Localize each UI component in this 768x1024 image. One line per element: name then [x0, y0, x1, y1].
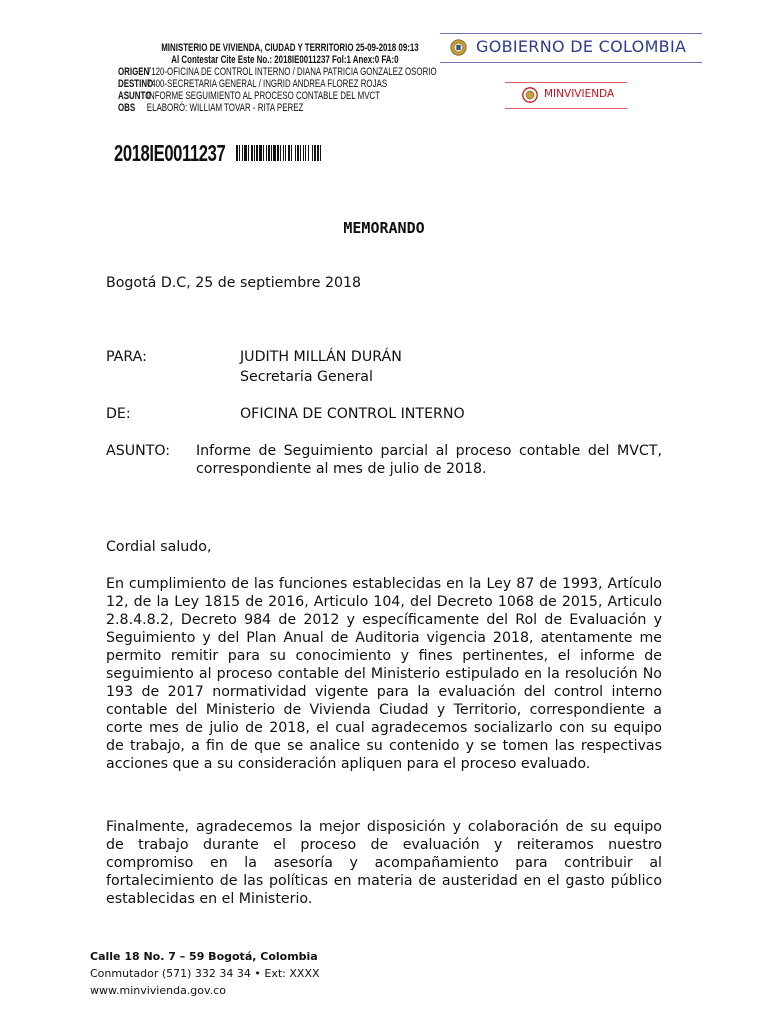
stamp-row-origen [118, 66, 437, 78]
memo-date: Bogotá D.C, 25 de septiembre 2018 [106, 275, 362, 291]
filing-stamp [118, 42, 437, 114]
body-paragraph-1: En cumplimiento de las funciones establecidas en la Ley 87 de 1993, Artículo 12, de la Ley 1815 de 2016, Articulo 104, del Decreto 1068 de 2015, Articulo 2.8.4.8.2, Decreto 984 de 2012 y específicamente del Rol de Evaluación y Seguimiento y del Plan Anual de Auditoria vigencia 2018, atentamente me permito remitir para su conocimiento y fines pertinentes, el informe de seguimiento al proceso contable del Ministerio estipulado en la resolución No 193 de 2017 normatividad vigente para la evaluación del control interno contable del Ministerio de Vivienda Ciudad y Territorio, correspondiente a corte mes de julio de 2018, el cual agradecemos socializarlo con su equipo de trabajo, a fin de que se analice su contenido y se tomen las respectivas acciones que a su consideración apliquen para el proceso evaluado. [106, 576, 662, 772]
stamp-value: 7120-OFICINA DE CONTROL INTERNO / DIANA PATRICIA GONZALEZ OSORIO [146, 66, 437, 78]
greeting: Cordial saludo, [106, 539, 212, 555]
stamp-key: ORIGEN [118, 66, 150, 78]
stamp-row-obs [118, 102, 334, 114]
stamp-key: OBS [118, 102, 136, 114]
minvivienda-logo [505, 82, 627, 109]
document-title: MEMORANDO [343, 219, 425, 237]
footer-phone: Conmutador (571) 332 34 34 • Ext: XXXX [90, 967, 320, 980]
stamp-header-line-1: MINISTERIO DE VIVIENDA, CIUDAD Y TERRITORIO 25-09-2018 09:13 [161, 42, 419, 54]
footer-website: www.minvivienda.gov.co [90, 984, 226, 997]
asunto-label: ASUNTO: [106, 443, 171, 459]
body-paragraph-2: Finalmente, agradecemos la mejor disposición y colaboración de su equipo de trabajo durante el proceso de evaluación y reiteramos nuestro compromiso en la asesoría y acompañamiento para contribuir al fortalecimiento de las políticas en materia de austeridad en el gasto público establecidas en el Ministerio. [106, 819, 662, 907]
gobierno-de-colombia-logo [440, 33, 702, 63]
stamp-row-destino [118, 78, 388, 90]
stamp-header-line-2: Al Contestar Cite Este No.: 2018IE0011237 Fol:1 Anex:0 FA:0 [171, 54, 399, 66]
asunto-text: Informe de Seguimiento parcial al proceso contable del MVCT, correspondiente al mes de julio de 2018. [196, 443, 662, 477]
recipient-role: Secretaria General [240, 369, 373, 385]
government-name: GOBIERNO DE COLOMBIA [476, 37, 687, 56]
recipient-name: JUDITH MILLÁN DURÁN [240, 349, 402, 365]
stamp-value: INFORME SEGUIMIENTO AL PROCESO CONTABLE DEL MVCT [146, 90, 381, 102]
para-label: PARA: [106, 349, 147, 365]
stamp-value: ELABORÓ: WILLIAM TOVAR - RITA PEREZ [146, 102, 304, 114]
colombia-seal-icon [450, 39, 467, 56]
stamp-value: 7400-SECRETARIA GENERAL / INGRID ANDREA FLOREZ ROJAS [146, 78, 388, 90]
stamp-row-asunto [118, 90, 381, 102]
stamp-key: ASUNTO [118, 90, 152, 102]
radicado-number: 2018IE0011237 [114, 140, 226, 166]
sender-office: OFICINA DE CONTROL INTERNO [240, 406, 465, 422]
footer-address: Calle 18 No. 7 – 59 Bogotá, Colombia [90, 950, 318, 963]
stamp-key: DESTINO [118, 78, 154, 90]
barcode-icon [236, 145, 382, 161]
minvivienda-logo-icon [522, 87, 538, 103]
ministry-name: MINVIVIENDA [544, 88, 615, 100]
de-label: DE: [106, 406, 131, 422]
